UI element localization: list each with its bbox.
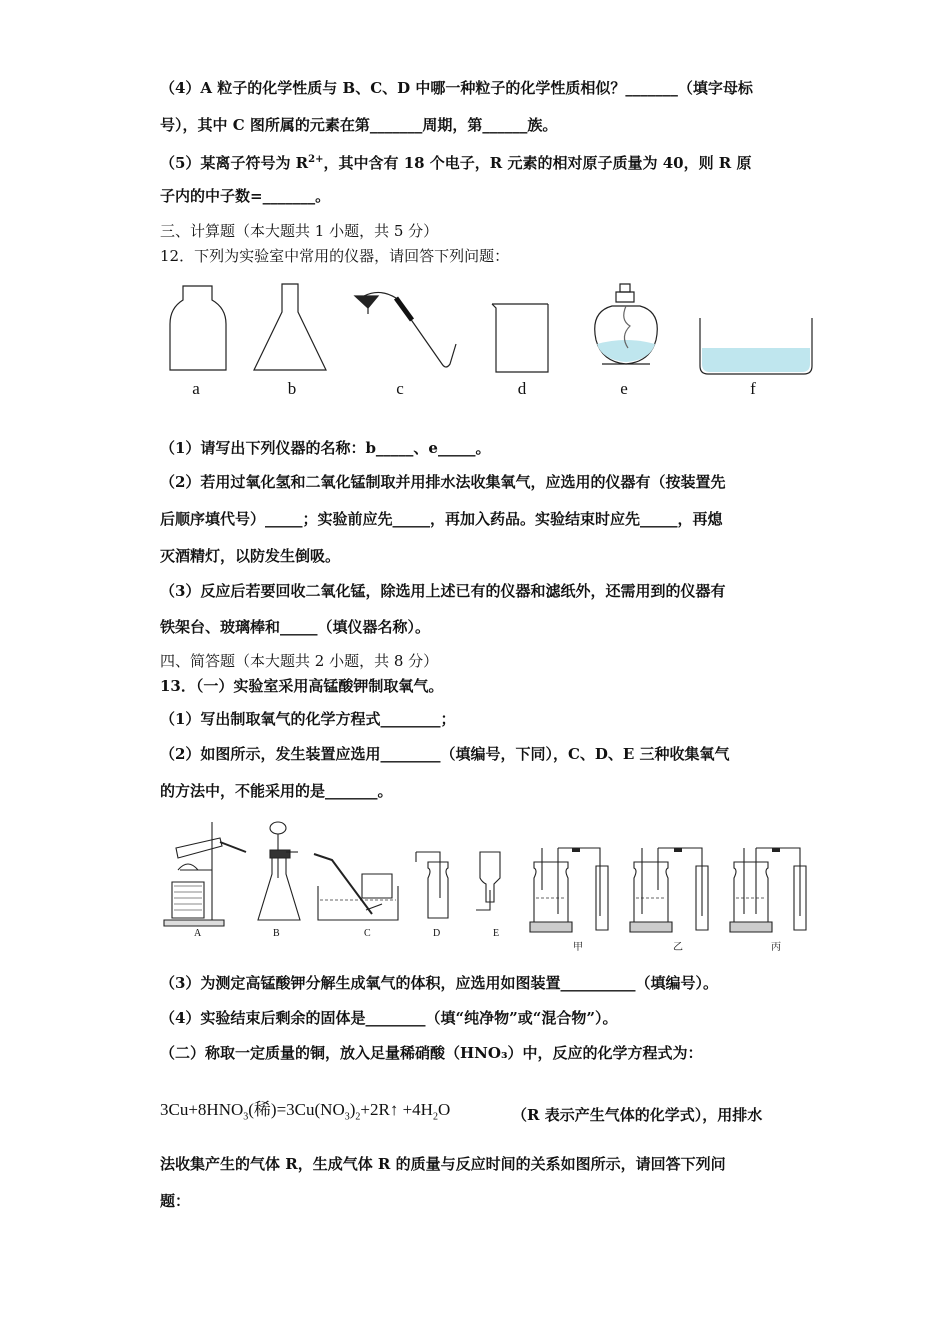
label-E: E [493,928,500,939]
label-D: D [433,928,441,939]
beaker-d-icon [492,304,548,372]
section-4-title: 四、简答题（本大题共 2 小题，共 8 分） [160,652,439,670]
conical-flask-b-icon [254,284,326,370]
funnel-tube-c-icon [355,292,456,367]
label-A: A [194,928,202,939]
apparatus-e-icon [476,852,500,910]
q11-line-4: 子内的中子数=_______。 [160,187,331,205]
q11-line-3-post: ，其中含有 18 个电子，R 元素的相对原子质量为 40，则 R 原 [323,154,752,172]
alcohol-lamp-e-icon [595,284,658,364]
q13-part-5a: 法收集产生的气体 R，生成气体 R 的质量与反应时间的关系如图所示，请回答下列问 [160,1155,726,1173]
label-a: a [192,379,200,398]
q13-part-3: （3）为测定高锰酸钾分解生成氧气的体积，应选用如图装置__________（填编号）。 [160,974,718,992]
q13-part-two: （二）称取一定质量的铜，放入足量稀硝酸（HNO₃）中，反应的化学方程式为： [160,1044,703,1062]
chemical-equation: $3Cu+8HNO_3$(稀)$=3Cu(NO_3)_2+2R↑ +4H_2O$ [160,1100,451,1123]
q11-line-2: 号），其中 C 图所属的元素在第_______周期，第______族。 [160,116,558,134]
q12-part-2b: 后顺序填代号）_____；实验前应先_____，再加入药品。实验结束时应先_____，再熄 [160,510,723,528]
label-b: b [287,379,297,398]
q12-part-3b: 铁架台、玻璃棒和_____（填仪器名称）。 [160,618,431,636]
label-d: d [517,379,527,398]
label-e: e [620,379,628,398]
q12-part-2a: （2）若用过氧化氢和二氧化锰制取并用排水法收集氧气，应选用的仪器有（按装置先 [160,473,726,491]
apparatus-bing-icon [730,848,806,932]
q13-part-4: （4）实验结束后剩余的固体是________（填“纯净物”或“混合物”）。 [160,1009,618,1027]
label-bing: 丙 [771,942,781,953]
label-B: B [273,928,280,939]
label-f: f [750,379,756,398]
q13-part-1: （1）写出制取氧气的化学方程式________； [160,710,456,728]
apparatus-d-icon [416,852,448,918]
apparatus-a-icon [164,822,246,926]
label-C: C [364,928,371,939]
apparatus-b-icon [258,822,300,920]
apparatus-yi-icon [630,848,708,932]
q12-stem: 12．下列为实验室中常用的仪器，请回答下列问题： [160,247,510,265]
label-c: c [396,379,404,398]
equation-note: （R 表示产生气体的化学式），用排水 [512,1106,763,1124]
trough-f-icon [700,318,812,374]
q11-line-1: （4）A 粒子的化学性质与 B、C、D 中哪一种粒子的化学性质相似？_______（填字母标 [160,79,753,97]
q13-part-5b: 题： [160,1192,191,1210]
bottle-a-icon [170,286,226,370]
q12-part-3a: （3）反应后若要回收二氧化锰，除选用上述已有的仪器和滤纸外，还需用到的仪器有 [160,582,726,600]
q12-part-1: （1）请写出下列仪器的名称：b_____、e_____。 [160,439,491,457]
q12-part-2c: 灭酒精灯，以防发生倒吸。 [160,547,341,565]
q11-line-3-pre: （5）某离子符号为 R [160,154,309,172]
label-yi: 乙 [673,942,683,953]
apparatus-jia-icon [530,848,608,932]
q13-apparatus-figure [160,818,822,936]
label-jia: 甲 [573,942,583,953]
q13-stem: 13．（一）实验室采用高锰酸钾制取氧气。 [160,677,444,695]
section-3-title: 三、计算题（本大题共 1 小题，共 5 分） [160,222,439,240]
apparatus-c-icon [314,854,398,920]
q12-instruments-figure [150,278,830,403]
ion-charge: 2+ [308,154,324,165]
q13-part-2b: 的方法中，不能采用的是_______。 [160,782,393,800]
q13-part-2a: （2）如图所示，发生装置应选用________（填编号，下同），C、D、E 三种收集氧气 [160,745,730,763]
q11-line-3 [160,150,752,173]
